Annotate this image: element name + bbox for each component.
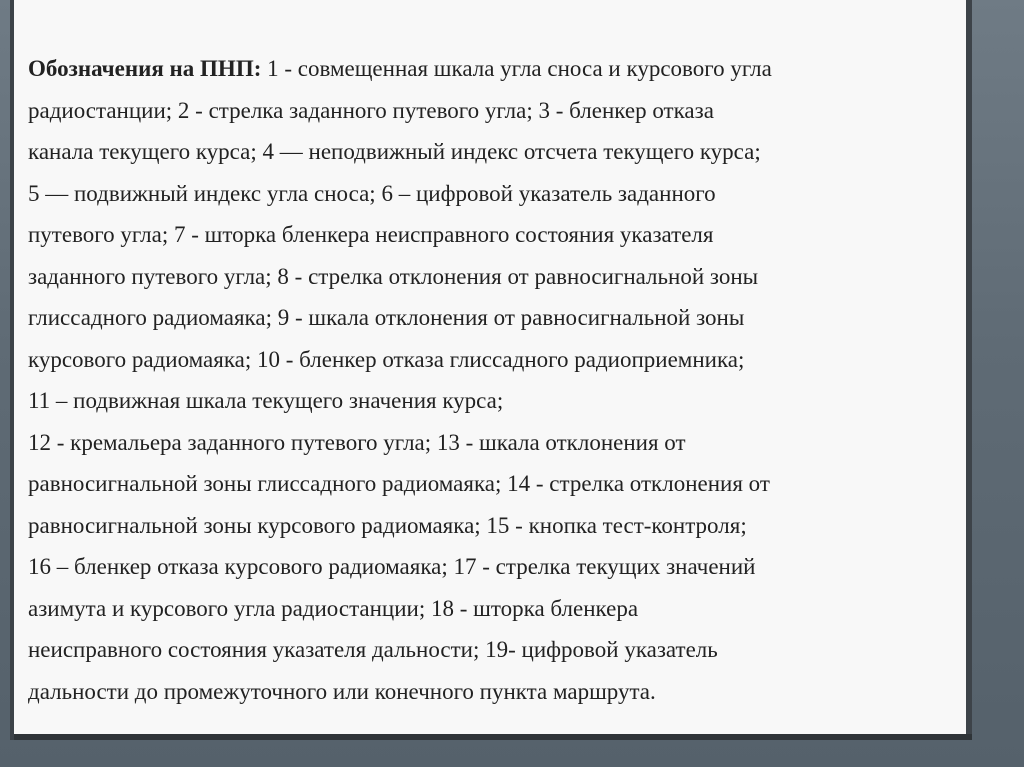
legend-line-9: 11 – подвижная шкала текущего значения курса; bbox=[28, 388, 504, 413]
legend-line-8: курсового радиомаяка; 10 - бленкер отказа глиссадного радиоприемника; bbox=[28, 346, 745, 372]
legend-line-16: дальности до промежуточного или конечного пункта маршрута. bbox=[28, 678, 656, 704]
legend-line-3: канала текущего курса; 4 — неподвижный индекс отсчета текущего курса; bbox=[28, 139, 761, 164]
legend-line-10: 12 - кремальера заданного путевого угла; 13 - шкала отклонения от bbox=[28, 429, 686, 455]
legend-heading: Обозначения на ПНП: bbox=[28, 56, 262, 81]
legend-line-12: равносигнальной зоны курсового радиомаяка; 15 - кнопка тест-контроля; bbox=[28, 512, 747, 538]
legend-text bbox=[28, 48, 958, 712]
legend-line-14: азимута и курсового угла радиостанции; 18 - шторка бленкера bbox=[28, 595, 639, 621]
legend-line-1 bbox=[28, 48, 958, 90]
legend-line-6: заданного путевого угла; 8 - стрелка отклонения от равносигнальной зоны bbox=[28, 263, 759, 289]
legend-line-5: путевого угла; 7 - шторка бленкера неисправного состояния указателя bbox=[28, 222, 714, 247]
legend-text-1: 1 - совмещенная шкала угла сноса и курсового угла bbox=[267, 56, 772, 81]
slide-shadow bbox=[14, 734, 972, 740]
legend-line-7: глиссадного радиомаяка; 9 - шкала отклонения от равносигнальной зоны bbox=[28, 305, 745, 330]
legend-line-15: неисправного состояния указателя дальности; 19- цифровой указатель bbox=[28, 637, 718, 662]
legend-line-13: 16 – бленкер отказа курсового радиомаяка; 17 - стрелка текущих значений bbox=[28, 554, 756, 579]
legend-line-4: 5 — подвижный индекс угла сноса; 6 – цифровой указатель заданного bbox=[28, 180, 716, 206]
legend-line-2: радиостанции; 2 - стрелка заданного путевого угла; 3 - бленкер отказа bbox=[28, 97, 714, 123]
legend-line-11: равносигнальной зоны глиссадного радиомаяка; 14 - стрелка отклонения от bbox=[28, 471, 770, 496]
